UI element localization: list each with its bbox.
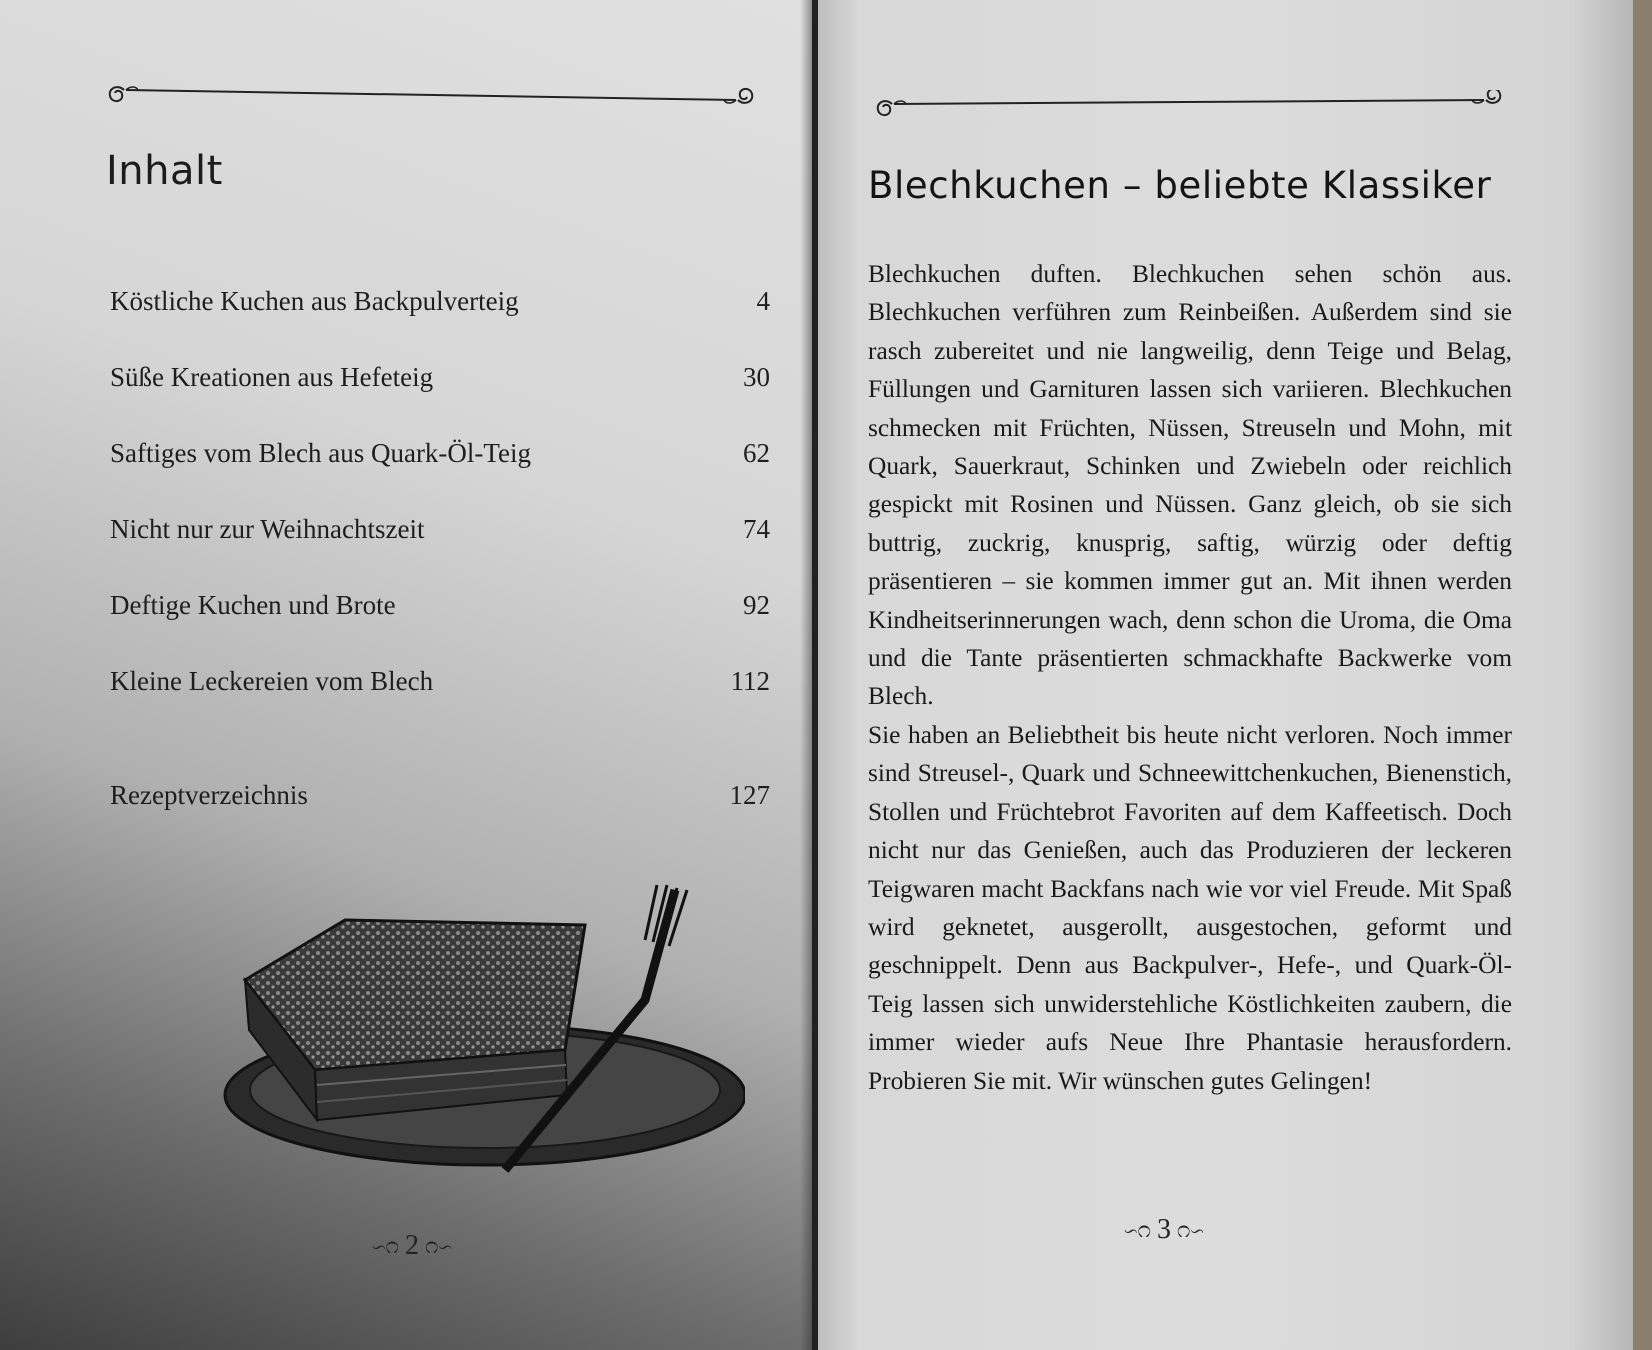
toc-entry[interactable] — [110, 666, 770, 706]
toc-heading: Inhalt — [106, 148, 223, 194]
toc-entry-label: Rezeptverzeichnis — [110, 780, 308, 810]
toc-entry-page: 30 — [743, 362, 770, 392]
toc-entry-page: 4 — [756, 286, 770, 316]
toc-entry[interactable] — [110, 590, 770, 630]
scroll-flourish-icon: ∽೧ — [372, 1232, 399, 1259]
toc-entry[interactable] — [110, 780, 770, 820]
body-paragraph: Blechkuchen duften. Blechkuchen sehen schön aus. Blechkuchen verführen zum Reinbeißen. Außerdem sind sie rasch zubereitet und nie langweilig, denn Teige und Belag, Füllungen und Garnituren lassen sich variieren. Blechkuchen schmecken mit Früchten, Nüssen, Streuseln und Mohn, mit Quark, Sauerkraut, Schinken und Zwiebeln oder reichlich gespickt mit Rosinen und Nüssen. Ganz gleich, ob sie sich buttrig, zuckrig, knusprig, saftig, würzig oder deftig präsentieren – sie kommen immer gut an. Mit ihnen werden Kindheitserinnerungen wach, denn schon die Uroma, die Oma und die Tante präsentierten schmackhafte Backwerke vom Blech. — [868, 260, 1512, 711]
toc-entry-label: Süße Kreationen aus Hefeteig — [110, 362, 434, 392]
left-page — [0, 0, 812, 1350]
book-cover-edge — [1633, 0, 1652, 1350]
ornamental-rule-icon — [104, 76, 776, 114]
body-paragraph: Sie haben an Beliebtheit bis heute nicht verloren. Noch immer sind Streusel-, Quark und Schneewittchenkuchen, Bienenstich, Stollen und Früchtebrot Favoriten auf dem Kaffeetisch. Doch nicht nur das Genießen, auch das Produzieren der leckeren Teigwaren macht Backfans nach wie vor viel Freude. Mit Spaß wird geknetet, ausgerollt, ausgestochen, geformt und geschnippelt. Denn aus Backpulver-, Hefe-, und Quark-Öl-Teig lassen sich unwiderstehliche Köstlichkeiten zaubern, die immer wieder aufs Neue Ihre Phantasie herausfordern. Probieren Sie mit. Wir wünschen gutes Gelingen! — [868, 720, 1512, 1095]
chapter-body — [868, 255, 1512, 1100]
cake-illustration-icon — [205, 880, 745, 1185]
page-number-right — [1124, 1214, 1204, 1246]
page-number-left — [372, 1230, 452, 1262]
ornamental-rule-icon — [868, 90, 1514, 120]
page-number-right-text: 3 — [1156, 1214, 1171, 1245]
scroll-flourish-icon: ೧∽ — [1176, 1216, 1204, 1243]
toc-entry[interactable] — [110, 362, 770, 402]
toc-entry[interactable] — [110, 286, 770, 326]
toc-entry-page: 127 — [729, 780, 770, 810]
toc-entry[interactable] — [110, 514, 770, 554]
toc-entry-page: 74 — [743, 514, 770, 544]
toc-entry-label: Saftiges vom Blech aus Quark-Öl-Teig — [110, 438, 532, 468]
toc-entry-page: 62 — [743, 438, 770, 468]
toc-entry-label: Nicht nur zur Weihnachtszeit — [110, 514, 425, 544]
toc-entry-page: 92 — [743, 590, 770, 620]
scroll-flourish-icon: ೧∽ — [424, 1232, 452, 1259]
scroll-flourish-icon: ∽೧ — [1124, 1216, 1151, 1243]
page-number-left-text: 2 — [404, 1230, 419, 1261]
chapter-heading: Blechkuchen – beliebte Klassiker — [868, 164, 1492, 207]
toc-entry-label: Köstliche Kuchen aus Backpulverteig — [110, 286, 519, 316]
toc-entry-label: Kleine Leckereien vom Blech — [110, 666, 434, 696]
toc-entry-label: Deftige Kuchen und Brote — [110, 590, 396, 620]
toc-entry[interactable] — [110, 438, 770, 478]
toc-entry-page: 112 — [730, 666, 770, 696]
